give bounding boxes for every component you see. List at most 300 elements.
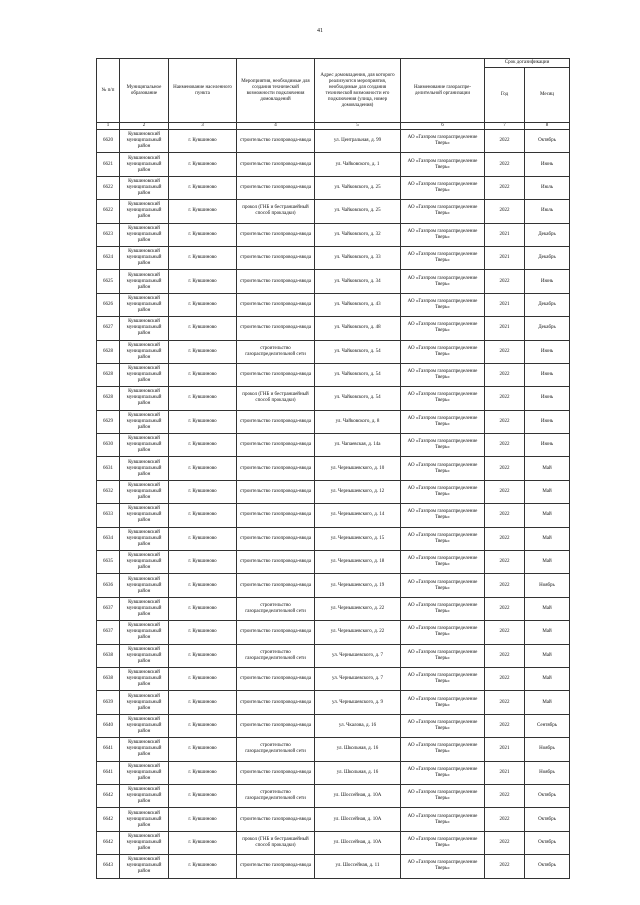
row-number: 6627 (97, 317, 120, 340)
municipality-cell: Кувшиновский муниципальный район (120, 387, 169, 410)
month-cell: Ноябрь (525, 574, 570, 597)
address-cell: ул. Чайковского, д. 25 (315, 176, 401, 199)
table-row (97, 363, 570, 386)
municipality-cell: Кувшиновский муниципальный район (120, 270, 169, 293)
row-number: 6623 (97, 223, 120, 246)
month-cell: Май (525, 691, 570, 714)
organization-cell: АО «Газпром газораспределение Тверь» (401, 855, 485, 878)
locality-cell: г. Кувшиново (169, 200, 237, 223)
activity-cell: строительство газопровода-ввода (237, 246, 315, 269)
organization-cell: АО «Газпром газораспределение Тверь» (401, 714, 485, 737)
organization-cell: АО «Газпром газораспределение Тверь» (401, 527, 485, 550)
activity-cell: строительство газораспределительной сети (237, 738, 315, 761)
month-cell: Декабрь (525, 317, 570, 340)
table-row (97, 527, 570, 550)
activity-cell: строительство газопровода-ввода (237, 551, 315, 574)
activity-cell: строительство газопровода-ввода (237, 223, 315, 246)
address-cell: ул. Центральная, д. 99 (315, 130, 401, 153)
organization-cell: АО «Газпром газораспределение Тверь» (401, 621, 485, 644)
municipality-cell: Кувшиновский муниципальный район (120, 761, 169, 784)
address-cell: ул. Чайковского, д. 34 (315, 270, 401, 293)
row-number: 6642 (97, 808, 120, 831)
locality-cell: г. Кувшиново (169, 410, 237, 433)
organization-cell: АО «Газпром газораспределение Тверь» (401, 363, 485, 386)
address-cell: ул. Чернышевского, д. 9 (315, 691, 401, 714)
year-cell: 2022 (485, 200, 525, 223)
locality-cell: г. Кувшиново (169, 784, 237, 807)
municipality-cell: Кувшиновский муниципальный район (120, 434, 169, 457)
activity-cell: строительство газопровода-ввода (237, 527, 315, 550)
municipality-cell: Кувшиновский муниципальный район (120, 340, 169, 363)
header-deadline: Срок догазификации (485, 59, 570, 68)
organization-cell: АО «Газпром газораспределение Тверь» (401, 597, 485, 620)
row-number: 6624 (97, 246, 120, 269)
year-cell: 2022 (485, 387, 525, 410)
year-cell: 2022 (485, 831, 525, 854)
locality-cell: г. Кувшиново (169, 153, 237, 176)
year-cell: 2022 (485, 527, 525, 550)
municipality-cell: Кувшиновский муниципальный район (120, 176, 169, 199)
header-municipality: Муниципальное образование (120, 59, 169, 123)
year-cell: 2022 (485, 667, 525, 690)
column-number: 2 (120, 123, 169, 130)
municipality-cell: Кувшиновский муниципальный район (120, 293, 169, 316)
locality-cell: г. Кувшиново (169, 317, 237, 340)
month-cell: Май (525, 644, 570, 667)
row-number: 6638 (97, 644, 120, 667)
locality-cell: г. Кувшиново (169, 808, 237, 831)
row-number: 6626 (97, 293, 120, 316)
address-cell: ул. Чернышевского, д. 15 (315, 527, 401, 550)
address-cell: ул. Шоссейная, д. 11 (315, 855, 401, 878)
locality-cell: г. Кувшиново (169, 527, 237, 550)
activity-cell: строительство газопровода-ввода (237, 317, 315, 340)
header-num: № п/п (97, 59, 120, 123)
month-cell: Май (525, 621, 570, 644)
organization-cell: АО «Газпром газораспределение Тверь» (401, 551, 485, 574)
activity-cell: строительство газопровода-ввода (237, 761, 315, 784)
year-cell: 2022 (485, 621, 525, 644)
locality-cell: г. Кувшиново (169, 667, 237, 690)
month-cell: Декабрь (525, 246, 570, 269)
organization-cell: АО «Газпром газораспределение Тверь» (401, 340, 485, 363)
activity-cell: строительство газопровода-ввода (237, 176, 315, 199)
locality-cell: г. Кувшиново (169, 434, 237, 457)
organization-cell: АО «Газпром газораспределение Тверь» (401, 480, 485, 503)
activity-cell: строительство газопровода-ввода (237, 153, 315, 176)
year-cell: 2021 (485, 223, 525, 246)
organization-cell: АО «Газпром газораспределение Тверь» (401, 270, 485, 293)
municipality-cell: Кувшиновский муниципальный район (120, 714, 169, 737)
municipality-cell: Кувшиновский муниципальный район (120, 504, 169, 527)
address-cell: ул. Школьная, д. 16 (315, 738, 401, 761)
address-cell: ул. Чайковского, д. 54 (315, 363, 401, 386)
municipality-cell: Кувшиновский муниципальный район (120, 551, 169, 574)
locality-cell: г. Кувшиново (169, 714, 237, 737)
year-cell: 2022 (485, 410, 525, 433)
address-cell: ул. Шоссейная, д. 10А (315, 808, 401, 831)
municipality-cell: Кувшиновский муниципальный район (120, 784, 169, 807)
table-row (97, 317, 570, 340)
year-cell: 2022 (485, 714, 525, 737)
activity-cell: строительство газопровода-ввода (237, 855, 315, 878)
row-number: 6631 (97, 457, 120, 480)
column-number: 8 (525, 123, 570, 130)
year-cell: 2022 (485, 855, 525, 878)
activity-cell: строительство газопровода-ввода (237, 808, 315, 831)
month-cell: Июнь (525, 434, 570, 457)
table-row (97, 457, 570, 480)
locality-cell: г. Кувшиново (169, 691, 237, 714)
year-cell: 2022 (485, 808, 525, 831)
address-cell: ул. Чапаевская, д. 14а (315, 434, 401, 457)
organization-cell: АО «Газпром газораспределение Тверь» (401, 176, 485, 199)
row-number: 6622 (97, 176, 120, 199)
year-cell: 2022 (485, 457, 525, 480)
table-row (97, 644, 570, 667)
year-cell: 2022 (485, 574, 525, 597)
organization-cell: АО «Газпром газораспределение Тверь» (401, 738, 485, 761)
address-cell: ул. Чернышевского, д. 7 (315, 667, 401, 690)
address-cell: ул. Чернышевского, д. 10 (315, 457, 401, 480)
municipality-cell: Кувшиновский муниципальный район (120, 597, 169, 620)
row-number: 6641 (97, 761, 120, 784)
municipality-cell: Кувшиновский муниципальный район (120, 246, 169, 269)
address-cell: ул. Шоссейная, д. 10А (315, 831, 401, 854)
table-row (97, 784, 570, 807)
address-cell: ул. Чернышевского, д. 22 (315, 621, 401, 644)
organization-cell: АО «Газпром газораспределение Тверь» (401, 153, 485, 176)
header-locality: Наименование населенного пункта (169, 59, 237, 123)
year-cell: 2022 (485, 551, 525, 574)
row-number: 6638 (97, 667, 120, 690)
municipality-cell: Кувшиновский муниципальный район (120, 130, 169, 153)
table-row (97, 738, 570, 761)
activity-cell: строительство газораспределительной сети (237, 784, 315, 807)
address-cell: ул. Чайковского, д. 54 (315, 340, 401, 363)
locality-cell: г. Кувшиново (169, 551, 237, 574)
year-cell: 2022 (485, 176, 525, 199)
table-row (97, 434, 570, 457)
table-row (97, 387, 570, 410)
address-cell: ул. Чайковского, д. 32 (315, 223, 401, 246)
activity-cell: строительство газопровода-ввода (237, 434, 315, 457)
activity-cell: строительство газопровода-ввода (237, 270, 315, 293)
month-cell: Май (525, 527, 570, 550)
address-cell: ул. Чайковского, д. 48 (315, 317, 401, 340)
month-cell: Сентябрь (525, 714, 570, 737)
municipality-cell: Кувшиновский муниципальный район (120, 738, 169, 761)
year-cell: 2022 (485, 363, 525, 386)
month-cell: Май (525, 480, 570, 503)
organization-cell: АО «Газпром газораспределение Тверь» (401, 410, 485, 433)
activity-cell: строительство газопровода-ввода (237, 293, 315, 316)
activity-cell: строительство газораспределительной сети (237, 644, 315, 667)
row-number: 6636 (97, 574, 120, 597)
year-cell: 2021 (485, 317, 525, 340)
locality-cell: г. Кувшиново (169, 761, 237, 784)
organization-cell: АО «Газпром газораспределение Тверь» (401, 434, 485, 457)
row-number: 6628 (97, 363, 120, 386)
municipality-cell: Кувшиновский муниципальный район (120, 223, 169, 246)
month-cell: Октябрь (525, 808, 570, 831)
column-numbers-row (97, 123, 570, 130)
row-number: 6639 (97, 691, 120, 714)
row-number: 6640 (97, 714, 120, 737)
municipality-cell: Кувшиновский муниципальный район (120, 667, 169, 690)
column-number: 3 (169, 123, 237, 130)
header-organization: Наименование газораспре-делительной организации (401, 59, 485, 123)
organization-cell: АО «Газпром газораспределение Тверь» (401, 831, 485, 854)
organization-cell: АО «Газпром газораспределение Тверь» (401, 784, 485, 807)
row-number: 6628 (97, 340, 120, 363)
locality-cell: г. Кувшиново (169, 574, 237, 597)
activity-cell: строительство газопровода-ввода (237, 667, 315, 690)
municipality-cell: Кувшиновский муниципальный район (120, 808, 169, 831)
table-row (97, 691, 570, 714)
month-cell: Май (525, 551, 570, 574)
month-cell: Май (525, 504, 570, 527)
activity-cell: прокол (ГНБ и бестраншейный способ прокладки) (237, 831, 315, 854)
table-row (97, 200, 570, 223)
locality-cell: г. Кувшиново (169, 831, 237, 854)
organization-cell: АО «Газпром газораспределение Тверь» (401, 574, 485, 597)
month-cell: Июнь (525, 387, 570, 410)
organization-cell: АО «Газпром газораспределение Тверь» (401, 667, 485, 690)
locality-cell: г. Кувшиново (169, 597, 237, 620)
municipality-cell: Кувшиновский муниципальный район (120, 527, 169, 550)
table-body (97, 130, 570, 879)
column-number: 6 (401, 123, 485, 130)
table-row (97, 130, 570, 153)
row-number: 6635 (97, 551, 120, 574)
row-number: 6632 (97, 480, 120, 503)
locality-cell: г. Кувшиново (169, 270, 237, 293)
column-number: 5 (315, 123, 401, 130)
table-header (97, 59, 570, 130)
locality-cell: г. Кувшиново (169, 855, 237, 878)
month-cell: Май (525, 667, 570, 690)
month-cell: Июль (525, 200, 570, 223)
locality-cell: г. Кувшиново (169, 621, 237, 644)
address-cell: ул. Чайковского, д. 25 (315, 200, 401, 223)
year-cell: 2021 (485, 246, 525, 269)
month-cell: Май (525, 597, 570, 620)
locality-cell: г. Кувшиново (169, 457, 237, 480)
locality-cell: г. Кувшиново (169, 480, 237, 503)
month-cell: Июнь (525, 363, 570, 386)
month-cell: Май (525, 457, 570, 480)
address-cell: ул. Чернышевского, д. 14 (315, 504, 401, 527)
address-cell: ул. Чернышевского, д. 7 (315, 644, 401, 667)
table-row (97, 808, 570, 831)
locality-cell: г. Кувшиново (169, 387, 237, 410)
activity-cell: строительство газораспределительной сети (237, 597, 315, 620)
month-cell: Июнь (525, 153, 570, 176)
organization-cell: АО «Газпром газораспределение Тверь» (401, 691, 485, 714)
organization-cell: АО «Газпром газораспределение Тверь» (401, 317, 485, 340)
locality-cell: г. Кувшиново (169, 738, 237, 761)
organization-cell: АО «Газпром газораспределение Тверь» (401, 223, 485, 246)
year-cell: 2022 (485, 270, 525, 293)
year-cell: 2022 (485, 597, 525, 620)
municipality-cell: Кувшиновский муниципальный район (120, 410, 169, 433)
organization-cell: АО «Газпром газораспределение Тверь» (401, 761, 485, 784)
row-number: 6620 (97, 130, 120, 153)
organization-cell: АО «Газпром газораспределение Тверь» (401, 808, 485, 831)
header-year: Год (485, 68, 525, 123)
address-cell: ул. Чкалова, д. 16 (315, 714, 401, 737)
address-cell: ул. Чайковского, д. 1 (315, 153, 401, 176)
year-cell: 2022 (485, 480, 525, 503)
table-row (97, 761, 570, 784)
year-cell: 2022 (485, 434, 525, 457)
month-cell: Ноябрь (525, 738, 570, 761)
month-cell: Ноябрь (525, 761, 570, 784)
activity-cell: строительство газопровода-ввода (237, 621, 315, 644)
month-cell: Октябрь (525, 831, 570, 854)
table-row (97, 621, 570, 644)
column-number: 7 (485, 123, 525, 130)
month-cell: Декабрь (525, 293, 570, 316)
activity-cell: строительство газопровода-ввода (237, 480, 315, 503)
activity-cell: строительство газопровода-ввода (237, 691, 315, 714)
row-number: 6637 (97, 621, 120, 644)
activity-cell: строительство газопровода-ввода (237, 504, 315, 527)
municipality-cell: Кувшиновский муниципальный район (120, 855, 169, 878)
municipality-cell: Кувшиновский муниципальный район (120, 200, 169, 223)
row-number: 6642 (97, 831, 120, 854)
row-number: 6642 (97, 784, 120, 807)
table-row (97, 410, 570, 433)
address-cell: ул. Чайковского, д. 8 (315, 410, 401, 433)
locality-cell: г. Кувшиново (169, 363, 237, 386)
organization-cell: АО «Газпром газораспределение Тверь» (401, 246, 485, 269)
locality-cell: г. Кувшиново (169, 223, 237, 246)
address-cell: ул. Чернышевского, д. 12 (315, 480, 401, 503)
header-address: Адрес домовладения, для которого реализуются мероприятия, необходимые для создания технической возможности его подключения (улица, номер домовладения) (315, 59, 401, 123)
table-row (97, 153, 570, 176)
activity-cell: прокол (ГНБ и бестраншейный способ прокладки) (237, 200, 315, 223)
address-cell: ул. Чайковского, д. 54 (315, 387, 401, 410)
table-row (97, 340, 570, 363)
table-row (97, 831, 570, 854)
year-cell: 2022 (485, 130, 525, 153)
year-cell: 2022 (485, 691, 525, 714)
year-cell: 2021 (485, 293, 525, 316)
activity-cell: строительство газопровода-ввода (237, 410, 315, 433)
row-number: 6621 (97, 153, 120, 176)
year-cell: 2021 (485, 738, 525, 761)
row-number: 6622 (97, 200, 120, 223)
address-cell: ул. Шоссейная, д. 10А (315, 784, 401, 807)
organization-cell: АО «Газпром газораспределение Тверь» (401, 504, 485, 527)
locality-cell: г. Кувшиново (169, 340, 237, 363)
organization-cell: АО «Газпром газораспределение Тверь» (401, 200, 485, 223)
row-number: 6630 (97, 434, 120, 457)
year-cell: 2022 (485, 504, 525, 527)
month-cell: Июнь (525, 340, 570, 363)
activity-cell: строительство газопровода-ввода (237, 130, 315, 153)
table-row (97, 714, 570, 737)
table-row (97, 223, 570, 246)
gasification-table (96, 58, 570, 879)
municipality-cell: Кувшиновский муниципальный район (120, 644, 169, 667)
month-cell: Июнь (525, 270, 570, 293)
month-cell: Октябрь (525, 784, 570, 807)
table-row (97, 293, 570, 316)
column-number: 1 (97, 123, 120, 130)
table-row (97, 597, 570, 620)
year-cell: 2022 (485, 784, 525, 807)
organization-cell: АО «Газпром газораспределение Тверь» (401, 130, 485, 153)
month-cell: Июнь (525, 410, 570, 433)
year-cell: 2022 (485, 644, 525, 667)
row-number: 6629 (97, 410, 120, 433)
table-row (97, 246, 570, 269)
municipality-cell: Кувшиновский муниципальный район (120, 691, 169, 714)
municipality-cell: Кувшиновский муниципальный район (120, 457, 169, 480)
month-cell: Декабрь (525, 223, 570, 246)
municipality-cell: Кувшиновский муниципальный район (120, 621, 169, 644)
address-cell: ул. Чернышевского, д. 18 (315, 551, 401, 574)
organization-cell: АО «Газпром газораспределение Тверь» (401, 387, 485, 410)
header-month: Месяц (525, 68, 570, 123)
table-row (97, 855, 570, 878)
locality-cell: г. Кувшиново (169, 293, 237, 316)
row-number: 6641 (97, 738, 120, 761)
table-row (97, 551, 570, 574)
address-cell: ул. Школьная, д. 16 (315, 761, 401, 784)
row-number: 6633 (97, 504, 120, 527)
table-row (97, 480, 570, 503)
row-number: 6634 (97, 527, 120, 550)
header-activities: Мероприятия, необходимые для создания технической возможности подключения домовладений (237, 59, 315, 123)
organization-cell: АО «Газпром газораспределение Тверь» (401, 457, 485, 480)
locality-cell: г. Кувшиново (169, 504, 237, 527)
locality-cell: г. Кувшиново (169, 130, 237, 153)
activity-cell: строительство газопровода-ввода (237, 574, 315, 597)
municipality-cell: Кувшиновский муниципальный район (120, 317, 169, 340)
municipality-cell: Кувшиновский муниципальный район (120, 574, 169, 597)
address-cell: ул. Чайковского, д. 33 (315, 246, 401, 269)
activity-cell: строительство газопровода-ввода (237, 714, 315, 737)
organization-cell: АО «Газпром газораспределение Тверь» (401, 293, 485, 316)
year-cell: 2021 (485, 761, 525, 784)
municipality-cell: Кувшиновский муниципальный район (120, 831, 169, 854)
row-number: 6625 (97, 270, 120, 293)
activity-cell: строительство газопровода-ввода (237, 363, 315, 386)
table-row (97, 504, 570, 527)
activity-cell: строительство газопровода-ввода (237, 457, 315, 480)
table-row (97, 574, 570, 597)
activity-cell: строительство газораспределительной сети (237, 340, 315, 363)
table-row (97, 270, 570, 293)
locality-cell: г. Кувшиново (169, 644, 237, 667)
table-row (97, 176, 570, 199)
address-cell: ул. Чернышевского, д. 19 (315, 574, 401, 597)
row-number: 6637 (97, 597, 120, 620)
locality-cell: г. Кувшиново (169, 176, 237, 199)
locality-cell: г. Кувшиново (169, 246, 237, 269)
address-cell: ул. Чернышевского, д. 22 (315, 597, 401, 620)
year-cell: 2022 (485, 153, 525, 176)
row-number: 6628 (97, 387, 120, 410)
municipality-cell: Кувшиновский муниципальный район (120, 153, 169, 176)
address-cell: ул. Чайковского, д. 43 (315, 293, 401, 316)
column-number: 4 (237, 123, 315, 130)
month-cell: Октябрь (525, 855, 570, 878)
